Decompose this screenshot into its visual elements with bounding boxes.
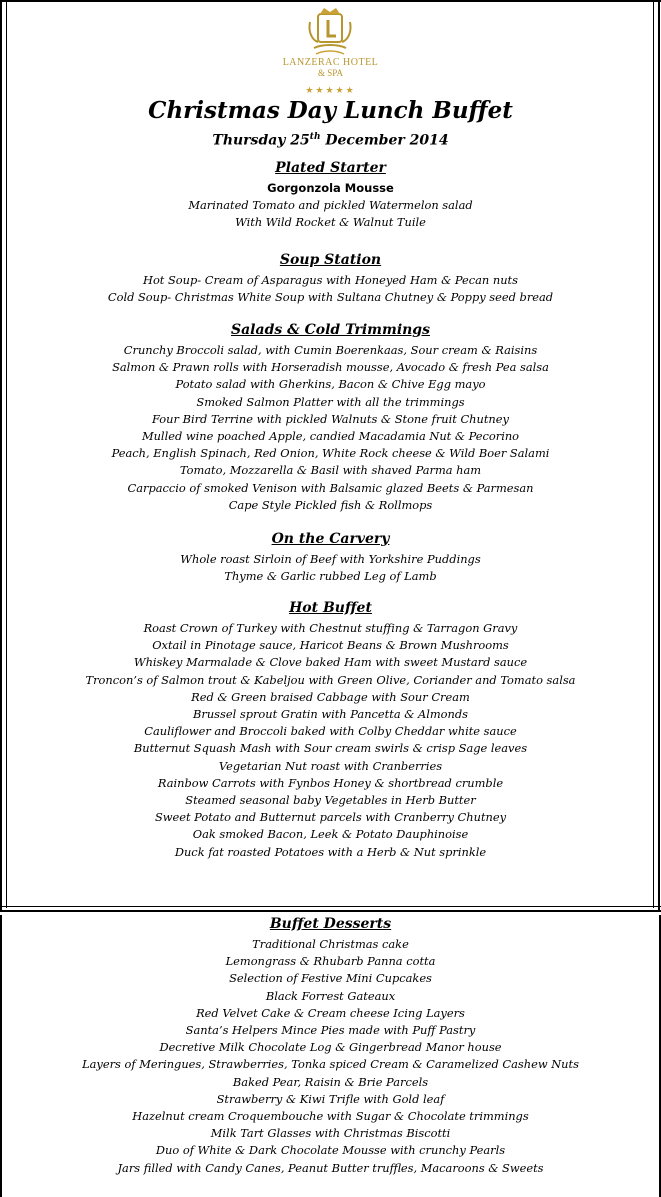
hotel-name: LANZERAC HOTEL [282, 57, 379, 68]
menu-item: Thyme & Garlic rubbed Leg of Lamb [224, 569, 437, 584]
menu-item: Whiskey Marmalade & Clove baked Ham with sweet Mustard sauce [133, 655, 528, 670]
menu-item: Cold Soup- Christmas White Soup with Sultana Chutney & Poppy seed bread [107, 290, 554, 305]
section-heading: Soup Station [279, 252, 382, 268]
menu-item: Smoked Salmon Platter with all the trimmings [196, 394, 465, 409]
section-plated-starter [0, 156, 661, 232]
section-heading: Plated Starter [275, 160, 386, 176]
menu-item: Traditional Christmas cake [252, 937, 409, 951]
menu-item: Black Forrest Gateaux [265, 988, 396, 1003]
hotel-crest-logo [306, 8, 354, 58]
menu-item: Four Bird Terrine with pickled Walnuts & Stone fruit Chutney [152, 411, 509, 426]
menu-item: Butternut Squash Mash with Sour cream swirls & crisp Sage leaves [133, 741, 528, 756]
menu-item: Gorgonzola Mousse [267, 181, 394, 195]
menu-item: Steamed seasonal baby Vegetables in Herb Butter [185, 793, 476, 808]
menu-item: Baked Pear, Raisin & Brie Parcels [232, 1074, 429, 1089]
menu-item: Troncon’s of Salmon trout & Kabeljou with Green Olive, Coriander and Tomato salsa [85, 672, 576, 687]
section-heading: Salads & Cold Trimmings [231, 322, 430, 338]
menu-item: Santa’s Helpers Mince Pies made with Puff Pastry [185, 1023, 476, 1038]
menu-item: With Wild Rocket & Walnut Tuile [235, 215, 426, 230]
menu-item: Whole roast Sirloin of Beef with Yorkshire Puddings [180, 552, 481, 566]
menu-item: Strawberry & Kiwi Trifle with Gold leaf [216, 1091, 445, 1106]
menu-item: Milk Tart Glasses with Christmas Biscotti [210, 1126, 451, 1141]
menu-title: Christmas Day Lunch Buffet [148, 97, 513, 124]
frame-top-line [0, 0, 661, 2]
hotel-star-rating: ★★★★★ [305, 86, 356, 96]
menu-item: Brussel sprout Gratin with Pancetta & Almonds [193, 707, 468, 722]
section-heading: On the Carvery [271, 531, 390, 547]
section-buffet-desserts [0, 912, 661, 1177]
menu-item: Salmon & Prawn rolls with Horseradish mousse, Avocado & fresh Pea salsa [112, 360, 549, 375]
menu-item: Sweet Potato and Butternut parcels with Cranberry Chutney [154, 810, 507, 825]
section-heading: Hot Buffet [289, 600, 372, 616]
menu-item: Peach, English Spinach, Red Onion, White Rock cheese & Wild Boer Salami [111, 446, 550, 461]
menu-item: Potato salad with Gherkins, Bacon & Chive Egg mayo [175, 377, 486, 392]
menu-item: Jars filled with Candy Canes, Peanut Butter truffles, Macaroons & Sweets [117, 1160, 544, 1175]
menu-item: Crunchy Broccoli salad, with Cumin Boerenkaas, Sour cream & Raisins [123, 343, 538, 357]
menu-item: Cauliflower and Broccoli baked with Colby Cheddar white sauce [144, 724, 517, 739]
menu-item: Hazelnut cream Croquembouche with Sugar & Chocolate trimmings [132, 1109, 529, 1124]
hotel-name-sub: & SPA [318, 68, 343, 78]
menu-date-month-year: December 2014 [320, 132, 449, 149]
menu-date [0, 127, 661, 151]
menu-item: Duck fat roasted Potatoes with a Herb & Nut sprinkle [174, 844, 487, 859]
menu-item: Carpaccio of smoked Venison with Balsamic glazed Beets & Parmesan [127, 480, 534, 495]
menu-item: Layers of Meringues, Strawberries, Tonka spiced Cream & Caramelized Cashew Nuts [82, 1057, 579, 1072]
menu-item: Lemongrass & Rhubarb Panna cotta [225, 954, 436, 969]
menu-item: Roast Crown of Turkey with Chestnut stuffing & Tarragon Gravy [143, 621, 518, 635]
menu-date-prefix: Thursday 25 [212, 132, 310, 149]
menu-item: Vegetarian Nut roast with Cranberries [218, 758, 443, 773]
menu-item: Hot Soup- Cream of Asparagus with Honeyed Ham & Pecan nuts [143, 273, 518, 287]
menu-item: Red & Green braised Cabbage with Sour Cream [191, 689, 470, 704]
menu-item: Mulled wine poached Apple, candied Macadamia Nut & Pecorino [141, 429, 520, 444]
menu-item: Duo of White & Dark Chocolate Mousse with crunchy Pearls [155, 1143, 506, 1158]
frame-bottom-line-inner [0, 906, 661, 907]
menu-item: Red Velvet Cake & Cream cheese Icing Layers [196, 1005, 465, 1020]
menu-item: Oak smoked Bacon, Leek & Potato Dauphinoise [192, 827, 469, 842]
menu-item: Cape Style Pickled fish & Rollmops [228, 497, 433, 512]
menu-item: Marinated Tomato and pickled Watermelon salad [188, 198, 473, 213]
menu-date-suffix-ordinal: th [309, 132, 321, 142]
menu-item: Decretive Milk Chocolate Log & Gingerbread Manor house [159, 1040, 502, 1055]
menu-item: Tomato, Mozzarella & Basil with shaved Parma ham [179, 463, 482, 478]
menu-item: Oxtail in Pinotage sauce, Haricot Beans & Brown Mushrooms [152, 638, 509, 653]
section-heading: Buffet Desserts [269, 916, 392, 932]
section-soup-station [0, 248, 661, 306]
menu-item: Selection of Festive Mini Cupcakes [229, 971, 432, 986]
section-hot-buffet [0, 596, 661, 861]
section-carvery [0, 527, 661, 585]
menu-item: Rainbow Carrots with Fynbos Honey & shortbread crumble [157, 775, 504, 790]
section-salads-cold-trimmings [0, 318, 661, 514]
